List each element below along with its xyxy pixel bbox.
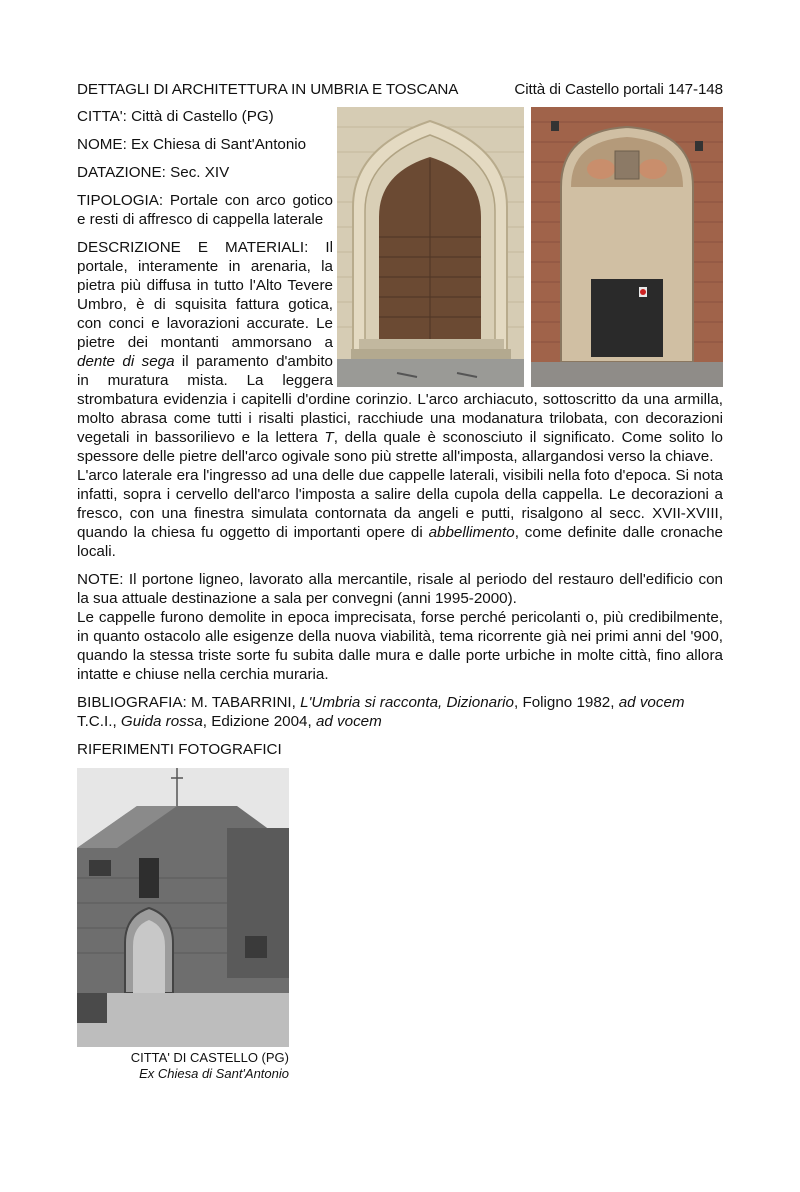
descrizione-paragraph-1: DESCRIZIONE E MATERIALI: Il portale, interamente in arenaria, la pietra più diffusa in tutto l'Alto Tevere Umbro, è di squisita fattura gotica, con conci e lavorazioni accurate. Le pietre dei montanti ammorsano a dente di sega il paramento d'ambito in muratura mista. La leggera strombatura evidenzia i capitelli d'ordine corinzio. L'arco archiacuto, sottoscritto da una armilla, molto abrasa come tutti i risalti plastici, racchiude una modanatura trilobata, con decorazioni vegetali in bassorilievo e la lettera T, della quale è sconosciuto il significato. Come solito lo spessore delle pietre dell'arco ogivale sono più strette all'imposta, allargandosi verso la chiave. (77, 239, 723, 465)
bibliografia-line-2: T.C.I., Guida rossa, Edizione 2004, ad vocem (77, 713, 382, 730)
field-datazione: DATAZIONE: Sec. XIV (77, 164, 230, 181)
portal-photo-lateral-arch (531, 107, 723, 387)
page-title: DETTAGLI DI ARCHITETTURA IN UMBRIA E TOSCANA (77, 81, 459, 98)
riferimenti-heading: RIFERIMENTI FOTOGRAFICI (77, 741, 282, 758)
note-paragraph-1: NOTE: Il portone ligneo, lavorato alla mercantile, risale al periodo del restauro dell'edificio con la sua attuale destinazione a sala per convegni (anni 1995-2000). (77, 571, 723, 607)
page (77, 80, 723, 1082)
bibliografia-line-1: BIBLIOGRAFIA: M. TABARRINI, L'Umbria si racconta, Dizionario, Foligno 1982, ad vocem (77, 694, 685, 711)
historical-photo (77, 768, 289, 1047)
portal-photo-gothic-arch (337, 107, 524, 387)
field-tipologia: TIPOLOGIA: Portale con arco gotico e resti di affresco di cappella laterale (77, 192, 333, 228)
portal-photos (337, 107, 723, 387)
page-header (77, 80, 723, 99)
historical-photo-caption (77, 1050, 289, 1082)
field-citta: CITTA': Città di Castello (PG) (77, 108, 274, 125)
note-paragraph-2: Le cappelle furono demolite in epoca imprecisata, forse perché pericolanti o, più credibilmente, in quanto ostacolo alle esigenze della nuova viabilità, tema ricorrente già nei primi anni del '900, quando la stessa triste sorte fu subita dalle mura e dalle porte urbiche in molte città, fino allora intatte e chiuse nella cerchia muraria. (77, 609, 723, 683)
caption-building: Ex Chiesa di Sant'Antonio (139, 1066, 289, 1081)
caption-city: CITTA' DI CASTELLO (PG) (130, 1050, 289, 1065)
descrizione-paragraph-2: L'arco laterale era l'ingresso ad una delle due cappelle laterali, visibili nella foto d'epoca. Si nota infatti, sopra i cervello dell'arco l'imposta a salire della cupola della cappella. Le decorazioni a fresco, con una finestra simulata contornata da angeli e putti, risalgono al secc. XVII-XVIII, quando la chiesa fu oggetto di importanti opere di abbellimento, come definite dalle cronache locali. (77, 467, 724, 560)
historical-photo-figure (77, 768, 289, 1082)
field-nome: NOME: Ex Chiesa di Sant'Antonio (77, 136, 307, 153)
page-reference: Città di Castello portali 147-148 (514, 81, 723, 98)
